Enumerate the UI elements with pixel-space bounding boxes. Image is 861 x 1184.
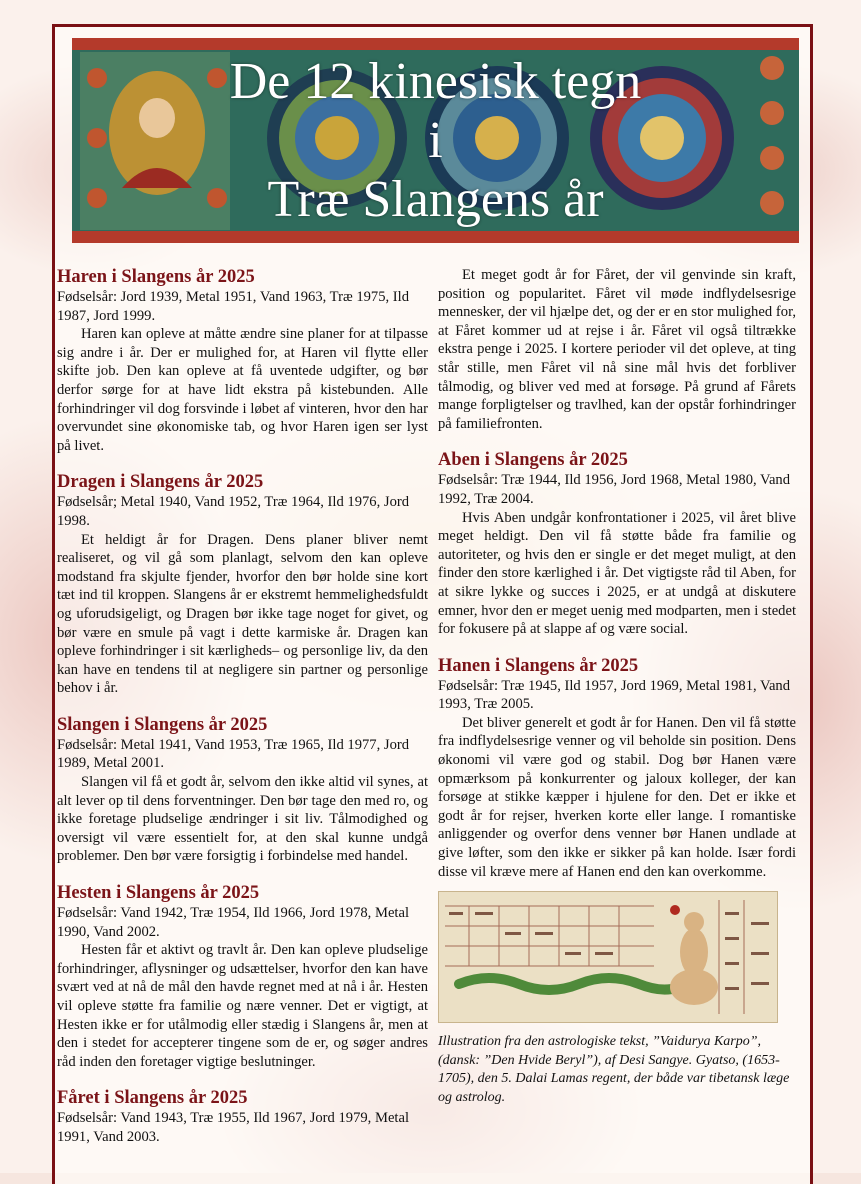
title-line-3: Træ Slangens år: [267, 171, 604, 228]
section-heading: Haren i Slangens år 2025: [57, 267, 255, 287]
birth-years: Fødselsår; Metal 1940, Vand 1952, Træ 1964, Ild 1976, Jord 1998.: [57, 494, 410, 529]
birth-years: Fødselsår: Vand 1943, Træ 1955, Ild 1967, Jord 1979, Metal 1991, Vand 2003.: [57, 1110, 410, 1145]
section-body: Haren kan opleve at måtte ændre sine planer for at tilpasse sig andre i år. Der er mulighed for, at Haren vil flytte eller skifte job. Den kan opleve at få uventede udgifter, og bør derfor sørge for at have lidt ekstra på kistebunden. Alle forhindringer vil dog forsvinde i løbet af vinteren, hvor den har overvundet sine økonomiske tab, og hvor Haren igen ser lyst på livet.: [57, 326, 428, 454]
page-title: [72, 38, 799, 243]
section-dragen: [57, 471, 428, 698]
illustration-image: [438, 891, 778, 1023]
section-heading: Hesten i Slangens år 2025: [57, 883, 260, 904]
birth-years: Fødselsår: Vand 1942, Træ 1954, Ild 1966, Jord 1978, Metal 1990, Vand 2002.: [57, 905, 410, 940]
section-haren: [57, 266, 428, 455]
section-heading: Aben i Slangens år 2025: [438, 450, 628, 471]
title-line-2: i: [428, 112, 443, 169]
section-body: Slangen vil få et godt år, selvom den ikke altid vil synes, at alt lever op til dens forventninger. Den bør tage den med ro, og ikke foretage pludselige ændringer i sit liv. Tålmodighed og oversigt vil være essentielt for, at den skal kunne undgå problemer. Den bør være forsigtig i forbindelse med handel.: [57, 774, 428, 865]
section-body: Hesten får et aktivt og travlt år. Den kan opleve pludselige forhindringer, aflysninger og udsættelser, hvorfor den kan have svært ved at nå de mål den havde regnet med at nå i år. Hesten vil opleve støtte fra familie og nære venner. Det er vigtigt, at Hesten ikke er for utålmodig eller stædig i Slangens år, men at den i stedet for accepterer tingene som de er, og søger andres råd inden den foretager vigtige beslutninger.: [57, 942, 428, 1070]
title-line-1: De 12 kinesisk tegn: [229, 53, 642, 110]
section-body: Det bliver generelt et godt år for Hanen. Den vil få støtte fra indflydelsesrige venner og vil beholde sin position. Dens økonomi vil være god og stabil. Dog bør Hanen være opmærksom på konkurrenter og jaloux kolleger, der kan forsøge at stikke kæpper i hjulene for den. Det er ikke et godt år for rejser, hverken korte eller lange. I romantiske anliggender og overfor dens venner bør Hanen undlade at give løfter, som den ikke er sikker på kan holde. Især fordi disse vil kræve mere af Hanen end den kan overkomme.: [438, 714, 796, 880]
section-hesten: [57, 882, 428, 1071]
section-slangen: [57, 714, 428, 866]
section-heading: Dragen i Slangens år 2025: [57, 472, 264, 493]
section-heading: Slangen i Slangens år 2025: [57, 714, 268, 735]
section-body: Et heldigt år for Dragen. Dens planer bliver nemt realiseret, og vil gå som planlagt, selvom den kan opleve modstand fra skjulte fjender, hvorfor den bør holde sine kort tæt ind til kroppen. Slangens år er ekstremt hemmelighedsfuldt og uforudsigeligt, og Dragen bør ikke tage noget for givet, og bør være en smule på vagt i dette karmiske år. Dragen kan opleve forhindringer i sit kærligheds– og personlige liv, da den kan have en tendens til at negligere sin partner og personlige behov i år.: [57, 531, 428, 697]
manuscript-illustration: [439, 892, 777, 1022]
section-faaret-continued: [438, 266, 796, 433]
section-heading: Hanen i Slangens år 2025: [438, 655, 639, 676]
section-faaret: [57, 1087, 428, 1146]
left-column: [57, 266, 428, 1147]
birth-years: Fødselsår: Træ 1945, Ild 1957, Jord 1969, Metal 1981, Vand 1993, Træ 2005.: [438, 677, 791, 713]
right-column: [438, 266, 796, 1108]
section-aben: [438, 449, 796, 638]
section-heading: Fåret i Slangens år 2025: [57, 1088, 248, 1109]
section-body: Et meget godt år for Fåret, der vil genvinde sin kraft, position og popularitet. Fåret vil møde indflydelsesrige mennesker, der vil hjælpe det, og der er en stor mulighed for, at Fåret kommer ud at rejse i år. Fåret vil også tiltrække ekstra penge i 2025. I kortere perioder vil det opleve, at ting står stille, men Fåret vil nå sine mål hvis det forbliver tålmodig, og bliver ved med at forsøge. På grund af Fårets mange forpligtelser og travlhed, kan der opstår forhindringer på familiefronten.: [438, 267, 796, 432]
section-hanen: [438, 655, 796, 882]
birth-years: Fødselsår: Metal 1941, Vand 1953, Træ 1965, Ild 1977, Jord 1989, Metal 2001.: [57, 736, 410, 772]
section-body: Hvis Aben undgår konfrontationer i 2025, vil året blive meget heldigt. Den vil få støtte både fra familie og autoriteter, og hvis den er single er det meget muligt, at den finder den store kærlighed i år. Det vigtigste råd til Aben, for at sikre lykke og succes i 2025, er at undgå at diskutere emner, hvor den er meget uenig med modparten, men i stedet for fokusere på at slappe af og være social.: [438, 509, 796, 638]
birth-years: Fødselsår: Træ 1944, Ild 1956, Jord 1968, Metal 1980, Vand 1992, Træ 2004.: [438, 472, 791, 507]
birth-years: Fødselsår: Jord 1939, Metal 1951, Vand 1963, Træ 1975, Ild 1987, Jord 1999.: [57, 289, 410, 324]
illustration-caption: Illustration fra den astrologiske tekst, ”Vaidurya Karpo”, (dansk: ”Den Hvide Beryl”), af Desi Sangye. Gyatso, (1653-1705), den 5. Dalai Lamas regent, der både var tibetansk læge og astrolog.: [438, 1034, 790, 1105]
